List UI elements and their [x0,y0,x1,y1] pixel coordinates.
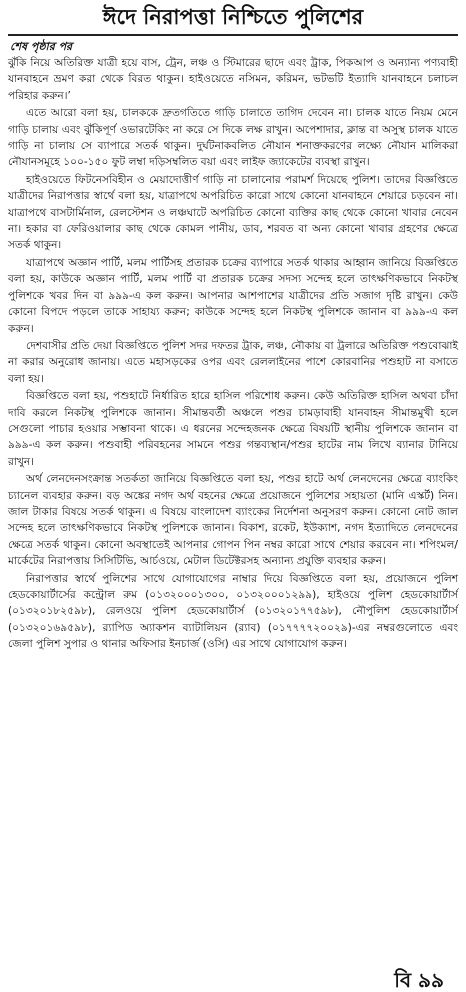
article-headline: ঈদে নিরাপত্তা নিশ্চিতে পুলিশের [102,4,364,29]
article-paragraph-4: যাত্রাপথে অজ্ঞান পার্টি, মলম পার্টিসহ প্রতারক চক্রের ব্যাপারে সতর্ক থাকার আহ্বান জানিয়ে বিজ্ঞপ্তিতে বলা হয়, কাউকে অজ্ঞান পার্টি, মলম পার্টি বা প্রতারক চক্রের সদস্য সন্দেহ হলে তাৎক্ষণিকভাবে নিকটস্থ পুলিশকে খবর দিন বা ৯৯৯-এ কল করুন। আপনার আশপাশের যাত্রীদের প্রতি সজাগ দৃষ্টি রাখুন। কেউ কোনো বিপদে পড়লে তাকে সাহায্য করুন; কাউকে সন্দেহ হলে নিকটস্থ পুলিশকে জানান বা ৯৯৯-এ কল করুন। [8,256,458,335]
article-paragraph-6: বিজ্ঞপ্তিতে বলা হয়, পশুহাটে নির্ধারিত হারে হাসিল পরিশোধ করুন। কেউ অতিরিক্ত হাসিল অথবা চাঁদা দাবি করলে নিকটস্থ পুলিশকে জানান। সীমান্তবর্তী অঞ্চলে পশুর চামড়াবাহী যানবাহন সীমান্তমুখী হলে সেগুলো পাচার হওয়ার সম্ভাবনা থাকে। এ ধরনের সন্দেহজনক ক্ষেত্রে বিষয়টি স্থানীয় পুলিশকে জানান বা ৯৯৯-এ কল করুন। পশুবাহী পরিবহনের সামনে পশুর গন্তব্যস্থান/পশুর হাটের নাম লিখে ব্যানার টানিয়ে রাখুন। [8,390,458,468]
cut-off-next-headline: বি ৯৯ [394,968,444,992]
article-body [8,55,458,653]
continuation-label: শেষ পৃষ্ঠার পর [10,40,73,53]
headline-divider [8,34,458,36]
article-paragraph-8: নিরাপত্তার স্বার্থে পুলিশের সাথে যোগাযোগের নাম্বার দিয়ে বিজ্ঞপ্তিতে বলা হয়, প্রয়োজনে পুলিশ হেডকোয়ার্টার্সের কন্ট্রোল রুম (০১৩২০০০১৩০০, ০১৩২০০০১২৯৯), হাইওয়ে পুলিশ হেডকোয়ার্টার্স (০১৩২০১৮২৫৯৮), রেলওয়ে পুলিশ হেডকোয়ার্টার্স (০১৩২০১৭৭৫৯৮), নৌপুলিশ হেডকোয়ার্টার্স (০১৩২০১৬৯৫৯৮), র‍্যাপিড অ্যাকশন ব্যাটালিয়ন (র‍্যাব) (০১৭৭৭৭২০০২৯)-এর নম্বরগুলোতে এবং জেলা পুলিশ সুপার ও থানার অফিসার ইনচার্জ (ওসি) এর সাথে যোগাযোগ করুন। [8,572,458,651]
newspaper-article [0,2,466,992]
article-paragraph-7: অর্থ লেনদেনসংক্রান্ত সতর্কতা জানিয়ে বিজ্ঞপ্তিতে বলা হয়, পশুর হাটে অর্থ লেনদেনের ক্ষেত্রে ব্যাংকিং চ্যানেল ব্যবহার করুন। বড় অঙ্কের নগদ অর্থ বহনের ক্ষেত্রে প্রয়োজনে পুলিশের সহায়তা (মানি এস্কর্ট) নিন। জাল টাকার বিষয়ে সতর্ক থাকুন। এ বিষয়ে বাংলাদেশ ব্যাংকের নির্দেশনা অনুসরণ করুন। কোনো নোট জাল সন্দেহ হলে তাৎক্ষণিকভাবে নিকটস্থ পুলিশকে জানান। বিকাশ, রকেট, ইউক্যাশ, নগদ ইত্যাদিতে লেনদেনের ক্ষেত্রে সতর্ক থাকুন। কোনো অবস্থাতেই আপনার গোপন পিন নম্বর কারো সাথে শেয়ার করবেন না। শপিংমল/মার্কেটের নিরাপত্তায় সিসিটিভি, আর্চওয়ে, মেটাল ডিটেক্টরসহ অন্যান্য প্রযুক্তি ব্যবহার করুন। [8,473,458,568]
article-paragraph-2: এতে আরো বলা হয়, চালককে দ্রুতগতিতে গাড়ি চালাতে তাগিদ দেবেন না। চালক যাতে নিয়ম মেনে গাড়ি চালায় এবং ঝুঁকিপূর্ণ ওভারটেকিং না করে সে দিকে লক্ষ রাখুন। অপেশাদার, ক্লান্ত বা অসুস্থ চালক যাতে গাড়ি না চালায় সে ব্যাপারে সতর্ক থাকুন। দুর্ঘটনাকবলিত নৌযান শনাক্তকরণের লক্ষ্যে নৌযান মালিকরা নৌযানসমূহে ১০০-১৫০ ফুট লম্বা দড়িসম্বলিত বয়া এবং লাইফ জ্যাকেটের ব্যবস্থা রাখুন। [8,107,458,169]
article-paragraph-5: দেশবাসীর প্রতি দেয়া বিজ্ঞপ্তিতে পুলিশ সদর দফতর ট্রাক, লঞ্চ, নৌকায় বা ট্রলারে অতিরিক্ত পশুবোঝাই না করার অনুরোধ জানায়। এতে মহাসড়কের ওপর এবং রেললাইনের পাশে কোরবানির পশুহাট না বসাতে বলা হয়। [8,339,458,385]
article-paragraph-1: ঝুঁকি নিয়ে অতিরিক্ত যাত্রী হয়ে বাস, ট্রেন, লঞ্চ ও স্টিমারের ছাদে এবং ট্রাক, পিকআপ ও অন্যান্য পণ্যবাহী যানবাহনে ভ্রমণ করা থেকে বিরত থাকুন। হাইওয়েতে নসিমন, করিমন, ভটভটি ইত্যাদি যানবাহনে চলাচল পরিহার করুন।’ [8,57,458,102]
article-paragraph-3: হাইওয়েতে ফিটনেসবিহীন ও মেয়াদোত্তীর্ণ গাড়ি না চালানোর পরামর্শ দিয়েছে পুলিশ। তাদের বিজ্ঞপ্তিতে যাত্রীদের নিরাপত্তার স্বার্থে বলা হয়, যাত্রাপথে অপরিচিত কারো সাথে কোনো যানবাহনে শেয়ারে চড়বেন না। যাত্রাপথে বাসটার্মিনাল, রেলস্টেশন ও লঞ্চঘাটে অপরিচিত কোনো ব্যক্তির কাছ থেকে কোনো খাবার নেবেন না। হকার বা ফেরিওয়ালার কাছ থেকে কোমল পানীয়, ডাব, শরবত বা অন্য কোনো খাবার গ্রহণের ক্ষেত্রে সতর্ক থাকুন। [8,173,458,252]
